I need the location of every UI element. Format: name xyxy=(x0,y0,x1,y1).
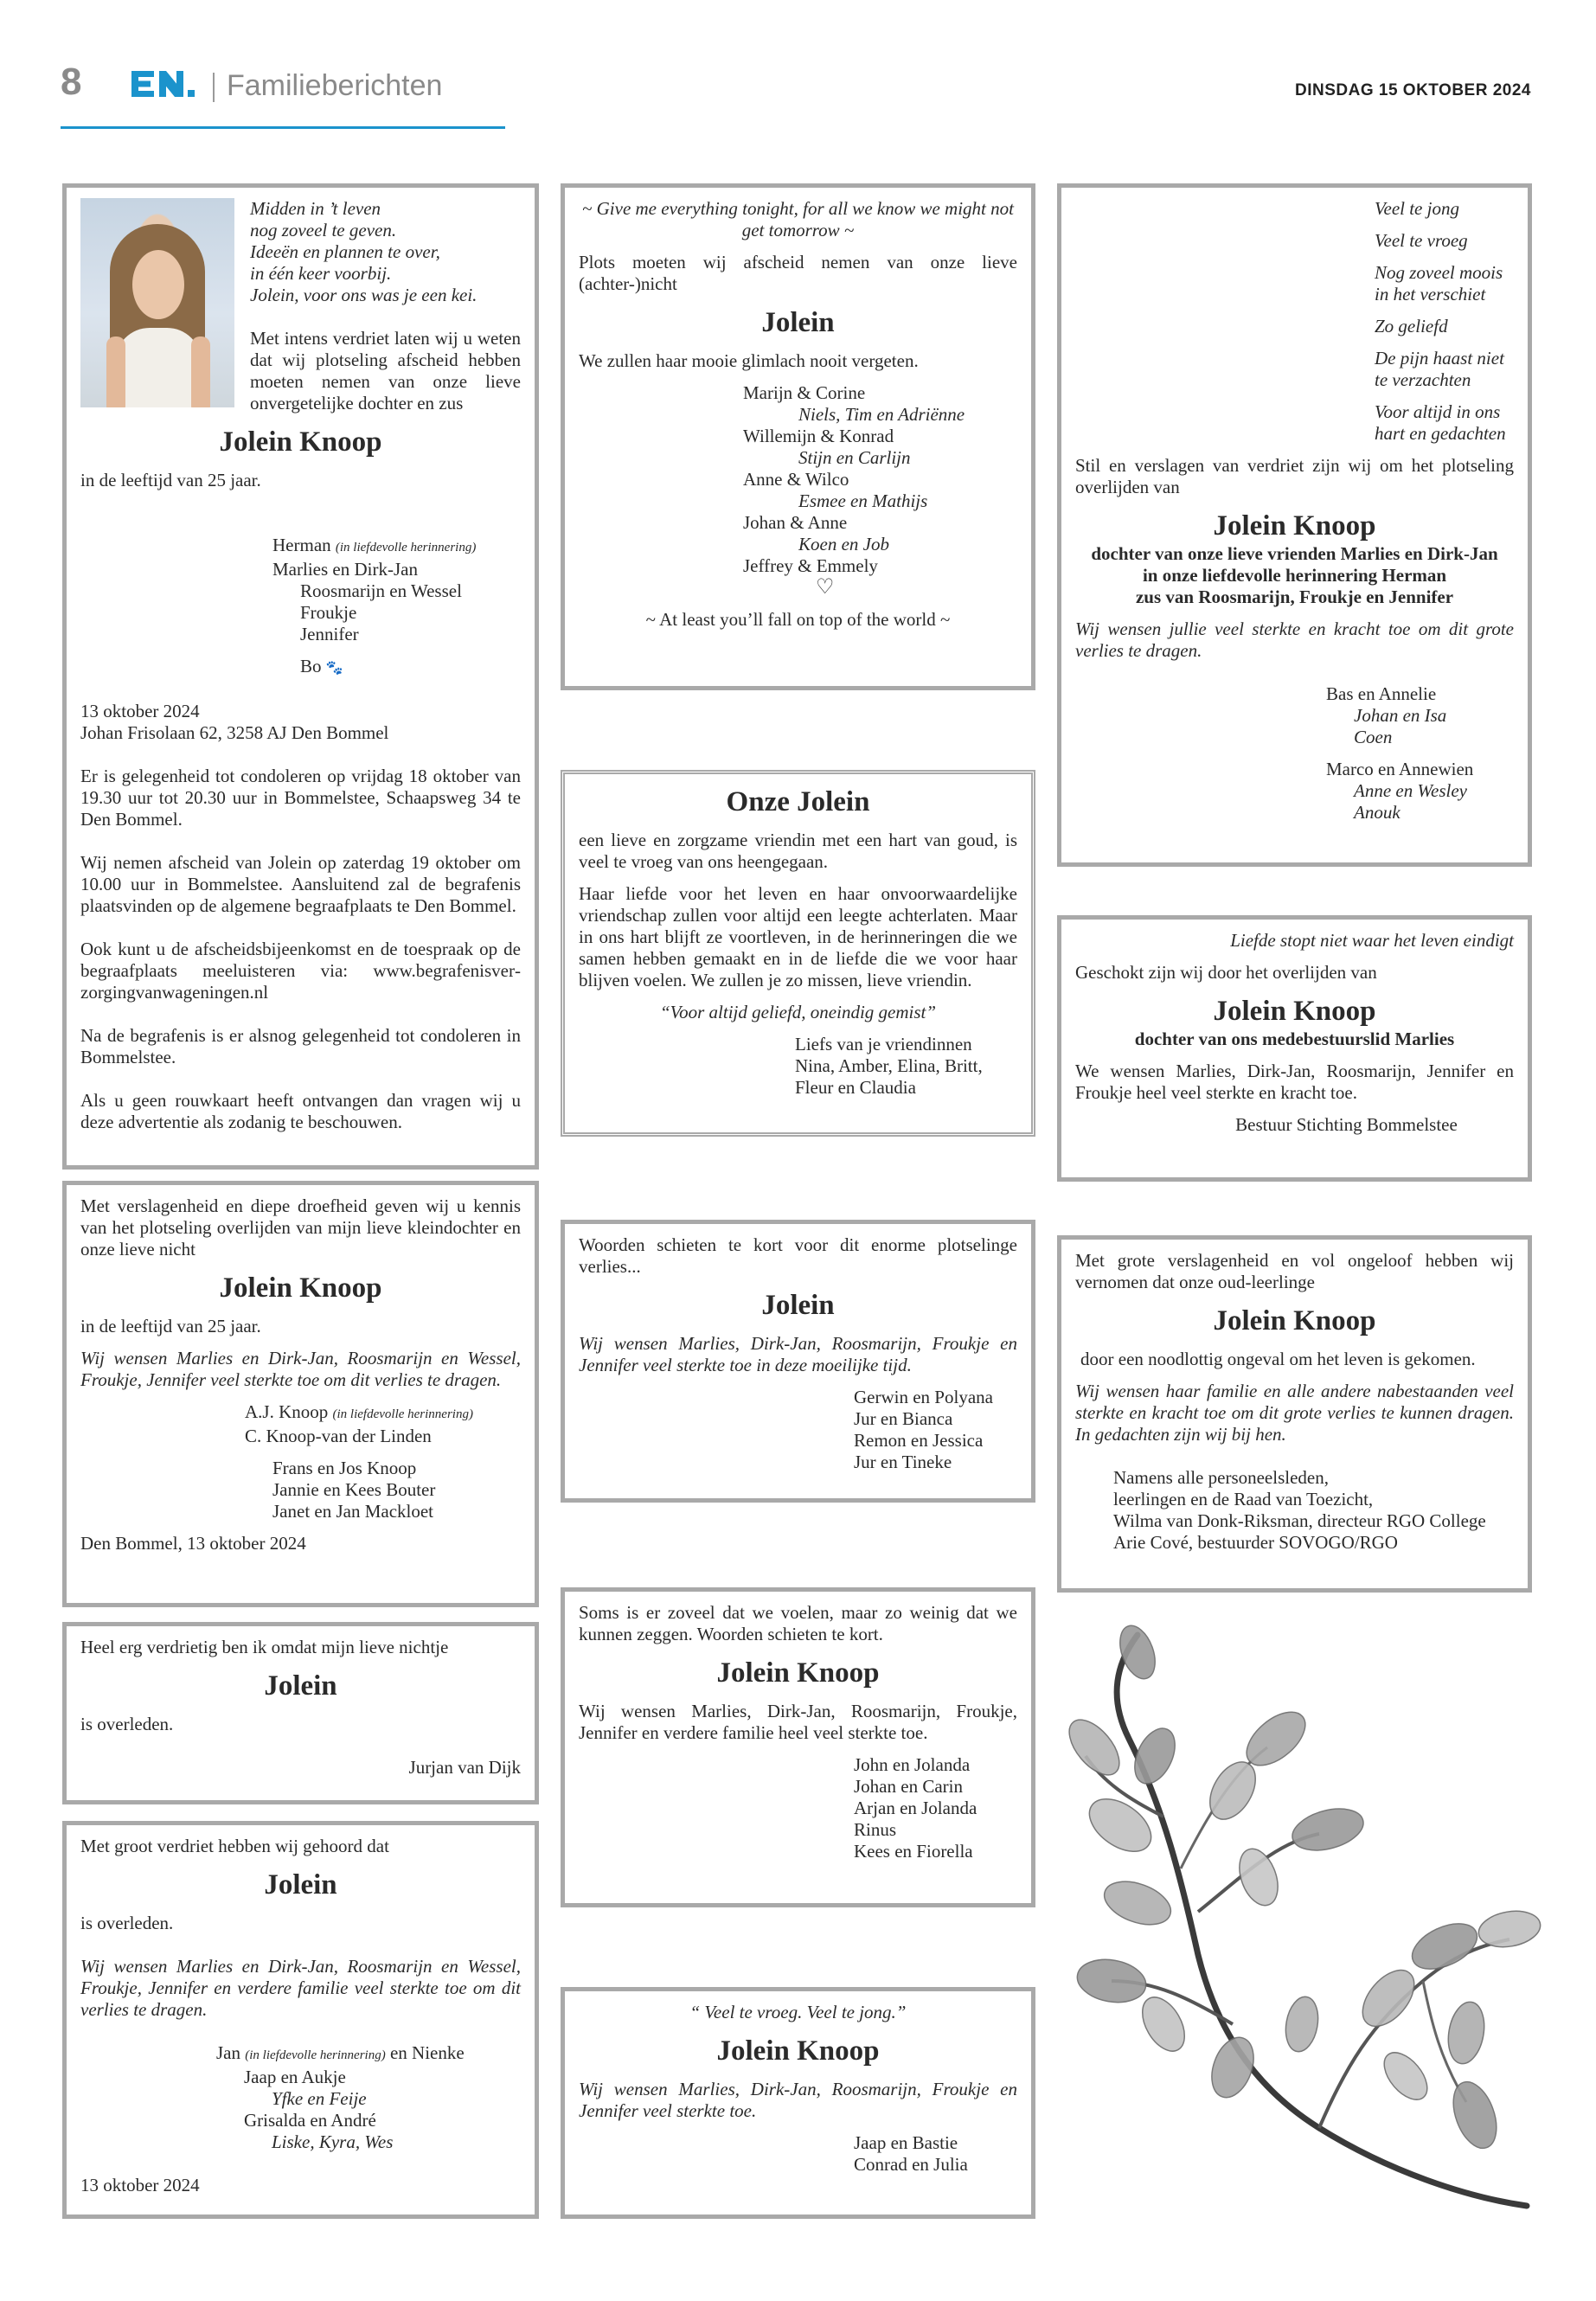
deceased-name: Jolein Knoop xyxy=(219,1272,382,1304)
signature: Jurjan van Dijk xyxy=(408,1757,521,1778)
relation: dochter van ons medebestuurslid Marlies xyxy=(1134,1029,1455,1049)
farewell-info: Wij nemen afscheid van Jolein op zaterdag 19 oktober om 10.00 uur in Bommelstee. Aansluitend zal de begrafenis plaatsvinden op de algemene begraafplaats te Den Bommel. xyxy=(80,852,521,916)
deceased-name: Jolein Knoop xyxy=(716,2035,880,2067)
notice-gerwin-polyana xyxy=(561,1220,1035,1503)
deceased-name: Jolein xyxy=(264,1670,337,1702)
intro-text: Met groot verdriet hebben wij gehoord dat xyxy=(80,1836,389,1856)
condolence-info: Er is gelegenheid tot condoleren op vrijdag 18 oktober van 19.30 uur tot 20.30 uur in Bommelstee, Schaapsweg 34 te Den Bommel. xyxy=(80,766,521,830)
signature: Bestuur Stichting Bommelstee xyxy=(1235,1114,1458,1135)
intro-text: Heel erg verdrietig ben ik omdat mijn lieve nichtje xyxy=(80,1637,449,1657)
wish-text: Wij wensen haar familie en alle andere nabestaanden veel sterkte en kracht toe om dit grote verlies te kunnen dragen. In gedachten zijn wij bij hen. xyxy=(1075,1381,1514,1445)
quote: “Voor altijd geliefd, oneindig gemist” xyxy=(659,1002,937,1022)
notice-bas-annelie xyxy=(1057,183,1532,867)
page-number: 8 xyxy=(61,61,82,103)
issue-date: DINSDAG 15 OKTOBER 2024 xyxy=(1294,81,1531,99)
branch-illustration xyxy=(1060,1618,1544,2240)
poem: Midden in ’t leven nog zoveel te geven. Ideeën en plannen te over, in één keer voorbij. Jolein, voor ons was je een kei. xyxy=(250,198,478,305)
notice-marijn-corine xyxy=(561,183,1035,690)
signatures: Gerwin en Polyana Jur en Bianca Remon en Jessica Jur en Tineke xyxy=(854,1387,993,1472)
body-text: is overleden. xyxy=(80,1714,174,1734)
intro-text: Met verslagenheid en diepe droefheid geven wij u kennis van het plotseling overlijden van mijn lieve kleindochter en onze lieve nicht xyxy=(80,1195,521,1259)
wish-text: Wij wensen jullie veel sterkte en kracht toe om dit grote verlies te dragen. xyxy=(1075,619,1514,661)
notice-cousin xyxy=(62,1622,539,1804)
intro-text: Plots moeten wij afscheid nemen van onze lieve (achter-)nicht xyxy=(579,252,1017,294)
body-text-1: een lieve en zorgzame vriendin met een hart van goud, is veel te vroeg van ons heengegaan. xyxy=(579,830,1017,872)
title: Onze Jolein xyxy=(726,786,870,817)
signatures: Marijn & Corine Niels, Tim en Adriënne Willemijn & Konrad Stijn en Carlijn Anne & Wilco Esmee en Mathijs Johan & Anne Koen en Job Jeffrey & Emmely ♡ xyxy=(579,382,1017,599)
wish-text: Wij wensen Marlies, Dirk-Jan, Roosmarijn, Froukje en Jennifer veel sterkte toe. xyxy=(579,2079,1017,2121)
relation-1: dochter van onze lieve vrienden Marlies en Dirk-Jan xyxy=(1091,543,1498,564)
notice-rgo-college xyxy=(1057,1235,1532,1593)
leaves xyxy=(1060,1621,1543,2154)
family-signatures: Herman (in liefdevolle herinnering) Marlies en Dirk-Jan Roosmarijn en Wessel Froukje Jennifer Bo 🐾 xyxy=(272,535,477,676)
intro-text: Woorden schieten te kort voor dit enorme plotselinge verlies... xyxy=(579,1234,1017,1277)
intro-text: Soms is er zoveel dat we voelen, maar zo weinig dat we kunnen zeggen. Woorden schieten te kort. xyxy=(579,1602,1017,1644)
wish-text: Wij wensen Marlies, Dirk-Jan, Roosmarijn, Froukje en Jennifer veel sterkte toe in deze moeilijke tijd. xyxy=(579,1333,1017,1375)
signatures: Liefs van je vriendinnen Nina, Amber, Elina, Britt, Fleur en Claudia xyxy=(795,1034,983,1098)
header-divider xyxy=(213,73,215,102)
deceased-name: Jolein xyxy=(264,1869,337,1900)
intro-text: Met grote verslagenheid en vol ongeloof hebben wij vernomen dat onze oud-leerlinge xyxy=(1075,1250,1514,1292)
header-rule xyxy=(61,126,505,129)
signatures: Namens alle personeelsleden, leerlingen en de Raad van Toezicht, Wilma van Donk-Riksman, directeur RGO College Arie Cové, bestuurder SOVOGO/RGO xyxy=(1113,1467,1486,1553)
place-date: Den Bommel, 13 oktober 2024 xyxy=(80,1533,306,1554)
notice-john-jolanda xyxy=(561,1587,1035,1907)
livestream-info: Ook kunt u de afscheidsbijeenkomst en de toespraak op de begraafplaats meeluisteren via: www.begrafenisverzorgingvanwageningen.nl xyxy=(80,939,521,1003)
notice-date: 13 oktober 2024 xyxy=(80,2175,200,2195)
portrait-photo xyxy=(80,198,234,407)
signatures: Jaap en Bastie Conrad en Julia xyxy=(854,2132,968,2175)
notice-friends xyxy=(561,770,1035,1137)
deceased-name: Jolein xyxy=(761,307,835,338)
body-text-2: Haar liefde voor het leven en haar onvoorwaardelijke vriendschap zullen voor altijd een leegte achterlaten. Maar in ons hart blijft ze voortleven, in de herinneringen die we samen hebben gemaakt en in de liefde die we voor haar blijven voelen. We zullen je zo missen, lieve vriendin. xyxy=(579,883,1017,990)
intro-text: Met intens verdriet laten wij u weten dat wij plotseling afscheid hebben moeten nemen van onze lieve onvergetelijke dochter en zus xyxy=(250,328,521,413)
wish-text: Wij wensen Marlies en Dirk-Jan, Roosmarijn en Wessel, Froukje, Jennifer en verdere familie veel sterkte toe om dit verlies te dragen. xyxy=(80,1956,521,2020)
deceased-name: Jolein Knoop xyxy=(219,426,382,458)
logo-icon xyxy=(131,71,195,97)
body-text: door een noodlottig ongeval om het leven is gekomen. xyxy=(1080,1349,1476,1369)
en-logo[interactable] xyxy=(131,69,199,105)
quote: Liefde stopt niet waar het leven eindigt xyxy=(1230,930,1514,951)
card-note: Als u geen rouwkaart heeft ontvangen dan vragen wij u deze advertentie als zodanig te beschouwen. xyxy=(80,1090,521,1132)
relation-2: in onze liefdevolle herinnering Herman xyxy=(1142,565,1447,586)
heart-icon: ♡ xyxy=(816,576,835,599)
relation-3: zus van Roosmarijn, Froukje en Jennifer xyxy=(1135,586,1454,607)
after-funeral-info: Na de begrafenis is er alsnog gelegenheid tot condoleren in Bommelstee. xyxy=(80,1025,521,1067)
body-text: We zullen haar mooie glimlach nooit vergeten. xyxy=(579,350,919,371)
poem: Veel te jong Veel te vroeg Nog zoveel moois in het verschiet Zo geliefd De pijn haast niet te verzachten Voor altijd in ons hart en gedachten xyxy=(1375,198,1506,444)
quote: “ Veel te vroeg. Veel te jong.” xyxy=(689,2002,907,2022)
quote-bottom: ~ At least you’ll fall on top of the world ~ xyxy=(645,609,951,630)
deceased-name: Jolein Knoop xyxy=(1213,1305,1376,1336)
quote-top: ~ Give me everything tonight, for all we know we might not get tomorrow ~ xyxy=(582,198,1014,240)
age-text: in de leeftijd van 25 jaar. xyxy=(80,470,261,490)
body-text: is overleden. xyxy=(80,1913,174,1933)
signatures: John en Jolanda Johan en Carin Arjan en Jolanda Rinus Kees en Fiorella xyxy=(854,1754,977,1862)
notice-jaap-bastie xyxy=(561,1987,1035,2219)
notice-jan-nienke xyxy=(62,1821,539,2219)
paw-icon: 🐾 xyxy=(325,661,343,676)
deceased-name: Jolein Knoop xyxy=(1213,996,1376,1027)
signatures: Bas en Annelie Johan en Isa Coen Marco en Annewien Anne en Wesley Anouk xyxy=(1326,683,1474,823)
deceased-name: Jolein xyxy=(761,1290,835,1321)
notice-grandparents xyxy=(62,1181,539,1607)
intro-text: Geschokt zijn wij door het overlijden van xyxy=(1075,962,1377,983)
intro-text: Stil en verslagen van verdriet zijn wij om het plotseling overlijden van xyxy=(1075,455,1514,497)
wish-text: Wij wensen Marlies en Dirk-Jan, Roosmarijn en Wessel, Froukje, Jennifer veel sterkte toe om dit verlies te dragen. xyxy=(80,1348,521,1390)
deceased-name: Jolein Knoop xyxy=(716,1657,880,1689)
notice-family xyxy=(62,183,539,1170)
address: Johan Frisolaan 62, 3258 AJ Den Bommel xyxy=(80,722,389,743)
section-title: Familieberichten xyxy=(227,69,443,102)
signatures: A.J. Knoop (in liefdevolle herinnering) C. Knoop-van der Linden Frans en Jos Knoop Jannie en Kees Bouter Janet en Jan Mackloet xyxy=(245,1401,473,1522)
age-text: in de leeftijd van 25 jaar. xyxy=(80,1316,261,1336)
deceased-name: Jolein Knoop xyxy=(1213,510,1376,542)
wish-text: We wensen Marlies, Dirk-Jan, Roosmarijn, Jennifer en Froukje heel veel sterkte en kracht toe. xyxy=(1075,1061,1514,1103)
wish-text: Wij wensen Marlies, Dirk-Jan, Roosmarijn, Froukje, Jennifer en verdere familie heel veel sterkte toe. xyxy=(579,1701,1017,1743)
notice-bommelstee xyxy=(1057,915,1532,1182)
signatures: Jan (in liefdevolle herinnering) en Nienke Jaap en Aukje Yfke en Feije Grisalda en André Liske, Kyra, Wes xyxy=(216,2042,465,2152)
notice-date: 13 oktober 2024 xyxy=(80,701,200,721)
